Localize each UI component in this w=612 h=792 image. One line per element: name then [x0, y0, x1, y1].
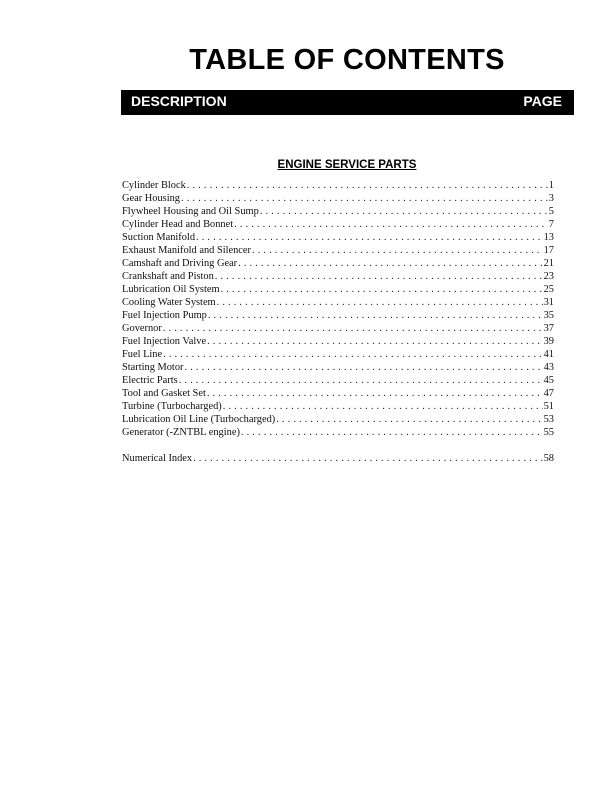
toc-entry[interactable] — [122, 426, 554, 439]
toc-entry-label: Gear Housing — [122, 193, 181, 204]
toc-entry-page: 21 — [543, 258, 554, 269]
toc-entry-label: Fuel Line — [122, 349, 163, 360]
dot-leader — [276, 413, 542, 426]
dot-leader — [221, 283, 543, 296]
dot-leader — [163, 322, 543, 335]
dot-leader — [238, 257, 542, 270]
toc-entry-page: 41 — [543, 349, 554, 360]
dot-leader — [234, 218, 548, 231]
dot-leader — [181, 192, 548, 205]
toc-entry-numerical-index[interactable] — [122, 452, 554, 465]
section-title-text: ENGINE SERVICE PARTS — [277, 159, 417, 171]
toc-entry-label: Flywheel Housing and Oil Sump — [122, 206, 259, 217]
dot-leader — [208, 309, 543, 322]
toc-entry[interactable] — [122, 400, 554, 413]
toc-entry[interactable] — [122, 244, 554, 257]
toc-entry-label: Fuel Injection Valve — [122, 336, 207, 347]
toc-entry-page: 45 — [543, 375, 554, 386]
toc-entry-page: 7 — [548, 219, 554, 230]
toc-entry-label: Governor — [122, 323, 162, 334]
dot-leader — [252, 244, 543, 257]
dot-leader — [217, 296, 543, 309]
toc-entry[interactable] — [122, 309, 554, 322]
dot-leader — [193, 452, 543, 465]
toc-entry-page: 5 — [548, 206, 554, 217]
toc-entry-page: 3 — [548, 193, 554, 204]
toc-entry[interactable] — [122, 361, 554, 374]
toc-entry-page: 31 — [543, 297, 554, 308]
toc-entry[interactable] — [122, 205, 554, 218]
toc-entry-label: Starting Motor — [122, 362, 184, 373]
toc-entry-page: 58 — [543, 453, 554, 464]
section-title — [0, 159, 612, 171]
toc-entry-label: Fuel Injection Pump — [122, 310, 207, 321]
toc-entry[interactable] — [122, 374, 554, 387]
toc-entry-label: Electric Parts — [122, 375, 178, 386]
toc-entry-label: Turbine (Turbocharged) — [122, 401, 222, 412]
column-header-bar — [121, 90, 574, 115]
toc-entry-page: 47 — [543, 388, 554, 399]
toc-entry-label: Cooling Water System — [122, 297, 216, 308]
toc-entry-label: Lubrication Oil System — [122, 284, 220, 295]
toc-entry[interactable] — [122, 283, 554, 296]
toc-entry-page: 51 — [543, 401, 554, 412]
toc-entry-label: Lubrication Oil Line (Turbocharged) — [122, 414, 276, 425]
toc-entry-label: Camshaft and Driving Gear — [122, 258, 238, 269]
toc-entry-page: 43 — [543, 362, 554, 373]
dot-leader — [196, 231, 543, 244]
page-column-header: PAGE — [523, 93, 562, 109]
dot-leader — [215, 270, 543, 283]
dot-leader — [260, 205, 548, 218]
toc-entry-label: Tool and Gasket Set — [122, 388, 206, 399]
dot-leader — [223, 400, 543, 413]
toc-entry[interactable] — [122, 270, 554, 283]
toc-entry-page: 25 — [543, 284, 554, 295]
toc-entry-page: 53 — [543, 414, 554, 425]
toc-entry-label: Crankshaft and Piston — [122, 271, 214, 282]
dot-leader — [179, 374, 543, 387]
toc-entry[interactable] — [122, 296, 554, 309]
dot-leader — [187, 179, 548, 192]
toc-entry[interactable] — [122, 387, 554, 400]
toc-entry-label: Cylinder Head and Bonnet — [122, 219, 234, 230]
dot-leader — [241, 426, 543, 439]
toc-entry[interactable] — [122, 348, 554, 361]
toc-entry[interactable] — [122, 231, 554, 244]
toc-entry-label: Numerical Index — [122, 453, 193, 464]
toc-entry-page: 35 — [543, 310, 554, 321]
dot-leader — [184, 361, 542, 374]
toc-entry-page: 23 — [543, 271, 554, 282]
toc-entry[interactable] — [122, 257, 554, 270]
toc-entry-label: Generator (-ZNTBL engine) — [122, 427, 240, 438]
toc-entry-label: Suction Manifold — [122, 232, 196, 243]
toc-entry[interactable] — [122, 179, 554, 192]
toc-entry-page: 37 — [543, 323, 554, 334]
toc-entry-page: 55 — [543, 427, 554, 438]
toc-entry[interactable] — [122, 192, 554, 205]
toc-entry[interactable] — [122, 322, 554, 335]
dot-leader — [207, 335, 543, 348]
page-title: TABLE OF CONTENTS — [189, 44, 505, 76]
toc-entry[interactable] — [122, 413, 554, 426]
spacer — [122, 439, 554, 452]
toc-entry[interactable] — [122, 218, 554, 231]
toc-entry-page: 17 — [543, 245, 554, 256]
toc-entry-page: 1 — [548, 180, 554, 191]
dot-leader — [207, 387, 543, 400]
toc-entry[interactable] — [122, 335, 554, 348]
toc-entry-label: Exhaust Manifold and Silencer — [122, 245, 251, 256]
dot-leader — [163, 348, 542, 361]
toc-entry-label: Cylinder Block — [122, 180, 186, 191]
description-column-header: DESCRIPTION — [131, 93, 227, 109]
toc-entry-page: 39 — [543, 336, 554, 347]
toc-entry-page: 13 — [543, 232, 554, 243]
toc-list — [122, 179, 554, 465]
